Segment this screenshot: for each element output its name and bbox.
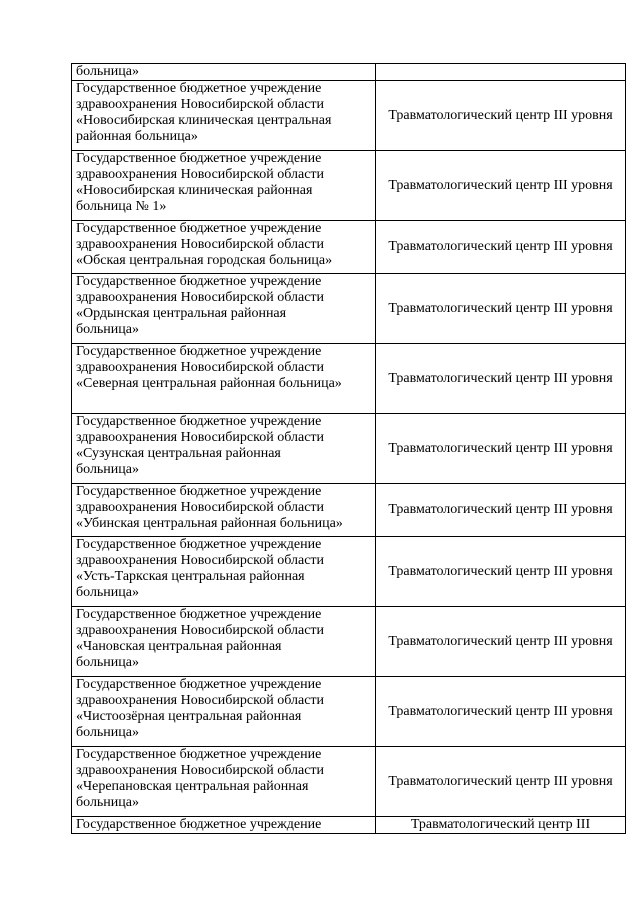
institution-name-cell: [72, 607, 376, 677]
institution-name-line: «Сузунская центральная районная: [76, 446, 281, 461]
trauma-center-level-cell: Травматологический центр III уровня: [376, 607, 626, 677]
institution-name-line: «Убинская центральная районная больница»: [76, 516, 343, 531]
table-row: [72, 344, 626, 414]
institution-name-line: больница»: [76, 462, 139, 477]
trauma-center-level-cell: Травматологический центр III уровня: [376, 81, 626, 151]
table-row: [72, 484, 626, 537]
institution-name-line: Государственное бюджетное учреждение: [76, 537, 322, 552]
institution-name-line: Государственное бюджетное учреждение: [76, 221, 322, 236]
institution-name-line: «Новосибирская клиническая районная: [76, 183, 313, 198]
institution-name-line: «Обская центральная городская больница»: [76, 253, 333, 268]
institution-name-line: районная больница»: [76, 129, 198, 144]
institution-name-line: Государственное бюджетное учреждение: [76, 274, 322, 289]
institution-name-cell: [72, 747, 376, 817]
trauma-center-level-cell: [376, 64, 626, 81]
institution-name-line: [76, 392, 371, 408]
trauma-center-level-cell: Травматологический центр III уровня: [376, 274, 626, 344]
table-row: [72, 81, 626, 151]
institution-name-line: Государственное бюджетное учреждение: [76, 414, 322, 429]
institution-name-line: больница № 1»: [76, 199, 167, 214]
institution-name-cell: [72, 484, 376, 537]
institution-name-line: здравоохранения Новосибирской области: [76, 500, 325, 515]
institution-name-line: Государственное бюджетное учреждение: [76, 817, 322, 832]
medical-institutions-table: [71, 63, 626, 834]
institution-name-cell: [72, 414, 376, 484]
institution-name-cell: [72, 64, 376, 81]
trauma-center-level-cell: Травматологический центр III уровня: [376, 344, 626, 414]
institution-name-line: Государственное бюджетное учреждение: [76, 747, 322, 762]
institution-name-line: больница»: [76, 64, 139, 79]
table-row: [72, 151, 626, 221]
institution-name-line: «Черепановская центральная районная: [76, 779, 309, 794]
institution-name-line: здравоохранения Новосибирской области: [76, 623, 325, 638]
institution-name-cell: [72, 151, 376, 221]
trauma-center-level-cell: Травматологический центр III уровня: [376, 414, 626, 484]
institution-name-line: больница»: [76, 655, 139, 670]
institution-name-line: «Ордынская центральная районная: [76, 306, 287, 321]
institution-name-line: здравоохранения Новосибирской области: [76, 237, 325, 252]
institution-name-line: больница»: [76, 322, 139, 337]
table-row: [72, 607, 626, 677]
table-row: [72, 221, 626, 274]
trauma-center-level-cell: Травматологический центр III уровня: [376, 747, 626, 817]
institution-name-line: здравоохранения Новосибирской области: [76, 97, 325, 112]
trauma-center-level-cell: Травматологический центр III уровня: [376, 537, 626, 607]
institution-name-cell: [72, 221, 376, 274]
institution-name-line: «Чановская центральная районная: [76, 639, 282, 654]
institution-name-line: Государственное бюджетное учреждение: [76, 677, 322, 692]
trauma-center-level-cell: Травматологический центр III уровня: [376, 484, 626, 537]
institution-name-line: Государственное бюджетное учреждение: [76, 81, 322, 96]
institution-name-cell: [72, 817, 376, 834]
institution-name-line: здравоохранения Новосибирской области: [76, 763, 325, 778]
institution-name-line: больница»: [76, 795, 139, 810]
table-row: [72, 64, 626, 81]
institution-name-line: здравоохранения Новосибирской области: [76, 430, 325, 445]
trauma-center-level-cell: Травматологический центр III уровня: [376, 221, 626, 274]
institution-name-line: здравоохранения Новосибирской области: [76, 693, 325, 708]
institution-name-cell: [72, 81, 376, 151]
institution-name-cell: [72, 677, 376, 747]
institution-name-cell: [72, 537, 376, 607]
table-row: [72, 537, 626, 607]
institution-name-line: Государственное бюджетное учреждение: [76, 344, 322, 359]
institution-name-line: Государственное бюджетное учреждение: [76, 607, 322, 622]
institution-name-line: больница»: [76, 585, 139, 600]
trauma-center-level-cell: Травматологический центр III уровня: [376, 677, 626, 747]
institution-name-line: Государственное бюджетное учреждение: [76, 484, 322, 499]
table-row: [72, 677, 626, 747]
institution-name-line: Государственное бюджетное учреждение: [76, 151, 322, 166]
table-row: [72, 414, 626, 484]
institution-name-line: «Новосибирская клиническая центральная: [76, 113, 332, 128]
institution-name-line: здравоохранения Новосибирской области: [76, 553, 325, 568]
institution-name-cell: [72, 274, 376, 344]
table-row: [72, 817, 626, 834]
table-row: [72, 274, 626, 344]
institution-name-line: здравоохранения Новосибирской области: [76, 290, 325, 305]
table-row: [72, 747, 626, 817]
institution-name-line: «Чистоозёрная центральная районная: [76, 709, 302, 724]
institution-name-line: «Усть-Таркская центральная районная: [76, 569, 305, 584]
institution-name-line: здравоохранения Новосибирской области: [76, 167, 325, 182]
document-table-container: [71, 63, 617, 834]
trauma-center-level-cell: Травматологический центр III: [376, 817, 626, 834]
institution-name-cell: [72, 344, 376, 414]
trauma-center-level-cell: Травматологический центр III уровня: [376, 151, 626, 221]
institution-name-line: «Северная центральная районная больница»: [76, 376, 342, 391]
table-body: [72, 64, 626, 834]
institution-name-line: больница»: [76, 725, 139, 740]
institution-name-line: здравоохранения Новосибирской области: [76, 360, 325, 375]
